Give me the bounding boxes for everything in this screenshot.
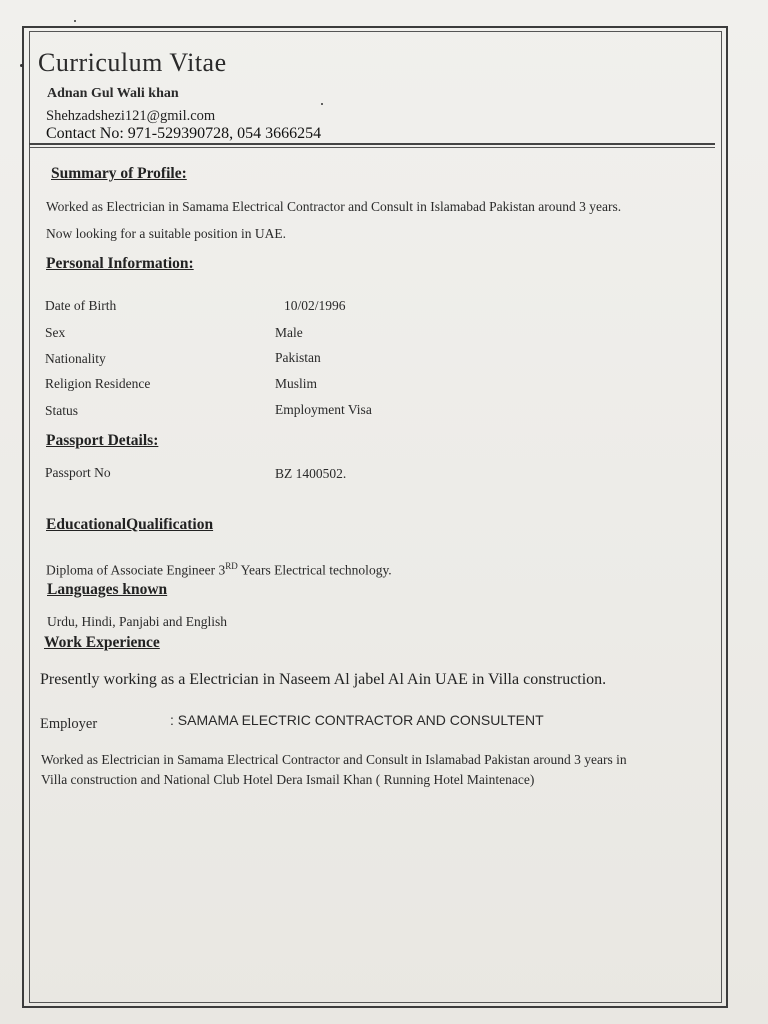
- contact-number: Contact No: 971-529390728, 054 3666254: [46, 125, 322, 142]
- scan-speck: [321, 103, 323, 105]
- scan-speck: [20, 64, 23, 67]
- status-value: Employment Visa: [275, 402, 372, 417]
- applicant-name: Adnan Gul Wali khan: [47, 86, 179, 101]
- header-divider-thin: [29, 147, 715, 148]
- status-label: Status: [45, 403, 79, 418]
- passport-value: BZ 1400502.: [275, 466, 347, 481]
- header-divider: [29, 143, 715, 145]
- scan-speck: [74, 20, 76, 22]
- cv-title: Curriculum Vitae: [38, 48, 227, 77]
- religion-label: Religion Residence: [45, 376, 151, 391]
- summary-line-1: Worked as Electrician in Samama Electrical Contractor and Consult in Islamabad Pakistan around 3 years.: [46, 199, 622, 214]
- education-superscript: RD: [225, 561, 238, 571]
- sex-label: Sex: [45, 325, 66, 340]
- education-text-b: Years Electrical technology.: [237, 562, 392, 578]
- nationality-label: Nationality: [45, 351, 106, 366]
- education-text: [46, 561, 392, 579]
- dob-label: Date of Birth: [45, 298, 117, 313]
- education-heading: EducationalQualification: [46, 516, 214, 533]
- work-line-2: Villa construction and National Club Hotel Dera Ismail Khan ( Running Hotel Maintenace): [41, 772, 535, 787]
- passport-heading: Passport Details:: [46, 432, 159, 449]
- email-address: Shehzadshezi121@gmil.com: [46, 108, 216, 124]
- dob-value: 10/02/1996: [284, 298, 346, 313]
- religion-value: Muslim: [275, 376, 318, 391]
- work-line-1: Worked as Electrician in Samama Electrical Contractor and Consult in Islamabad Pakistan around 3 years in: [41, 752, 627, 767]
- summary-heading: Summary of Profile:: [51, 165, 187, 182]
- passport-label: Passport No: [45, 465, 111, 480]
- nationality-value: Pakistan: [275, 350, 321, 365]
- sex-value: Male: [275, 325, 303, 340]
- languages-heading: Languages known: [47, 581, 168, 598]
- employer-label: Employer: [40, 716, 98, 732]
- work-current: Presently working as a Electrician in Naseem Al jabel Al Ain UAE in Villa construction.: [40, 671, 607, 688]
- work-heading: Work Experience: [44, 634, 160, 651]
- personal-info-heading: Personal Information:: [46, 255, 194, 272]
- languages-text: Urdu, Hindi, Panjabi and English: [47, 614, 227, 629]
- summary-line-2: Now looking for a suitable position in UAE.: [46, 226, 286, 241]
- education-text-a: Diploma of Associate Engineer 3: [46, 562, 226, 578]
- employer-value: : SAMAMA ELECTRIC CONTRACTOR AND CONSULTENT: [170, 712, 544, 728]
